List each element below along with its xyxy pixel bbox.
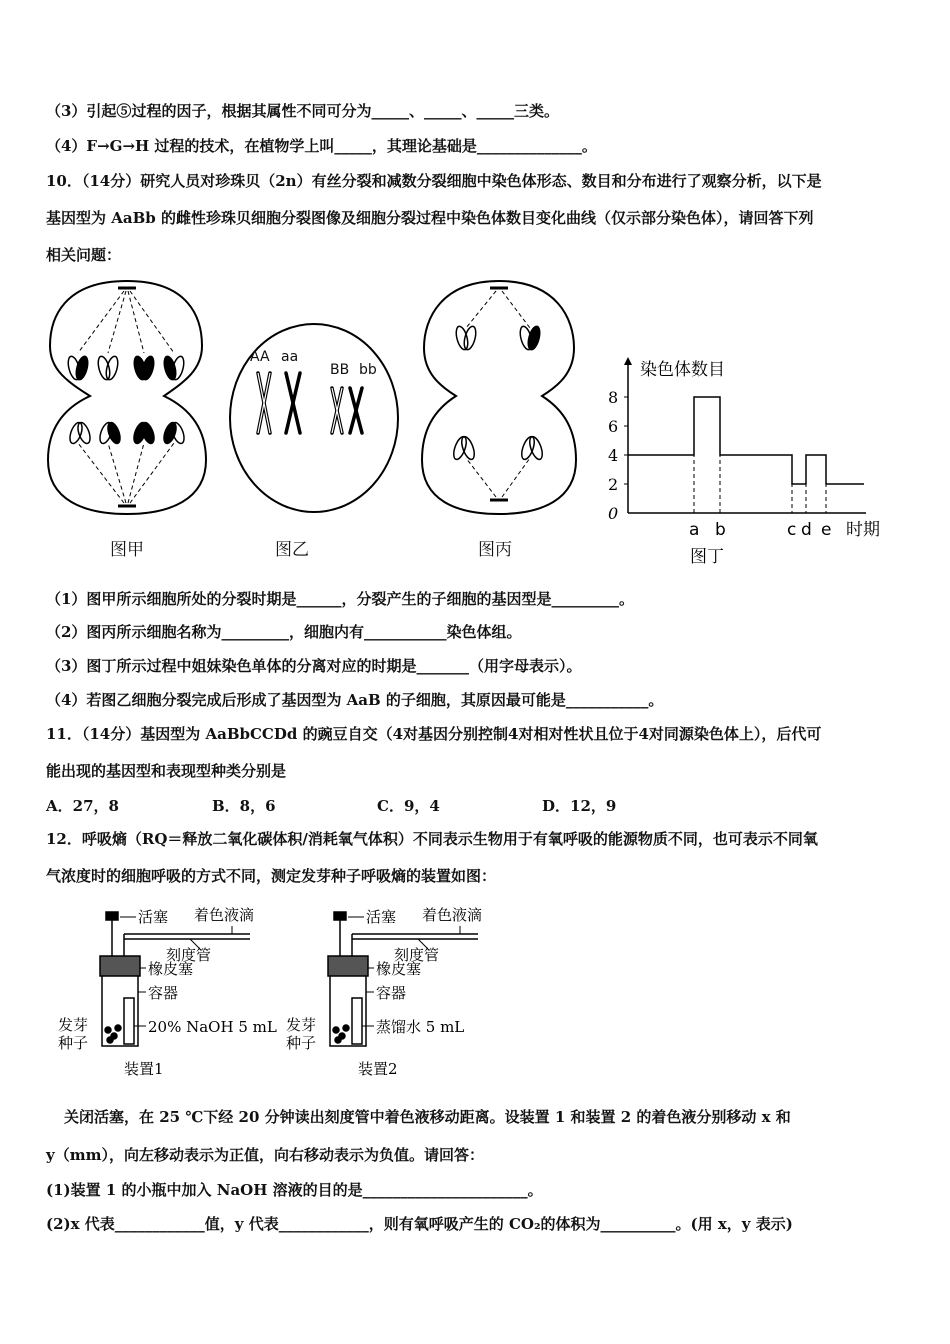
figure-bing bbox=[416, 278, 582, 518]
label-drop-1: 着色液滴 bbox=[194, 906, 255, 924]
caption-jia: 图甲 bbox=[110, 540, 144, 560]
q12-stem-line1: 12．呼吸熵（RQ＝释放二氧化碳体积/消耗氧气体积）不同表示生物用于有氧呼吸的能源物质不同，也可表示不同氧 bbox=[46, 830, 818, 848]
y-tick-2: 2 bbox=[608, 475, 619, 494]
series-line bbox=[628, 397, 864, 484]
label-stopper-1: 橡皮塞 bbox=[148, 960, 194, 978]
period-label-c: c bbox=[787, 520, 797, 540]
label-container-2: 容器 bbox=[376, 984, 407, 1002]
caption-yi: 图乙 bbox=[275, 540, 309, 560]
q11-stem-line2: 能出现的基因型和表现型种类分别是 bbox=[46, 762, 287, 780]
chart-title: 图丁 bbox=[690, 547, 724, 565]
label-seeds-2b: 种子 bbox=[286, 1034, 317, 1052]
period-label-a: a bbox=[689, 520, 700, 540]
q10-part2: （2）图丙所示细胞名称为_________，细胞内有___________染色体组。 bbox=[46, 623, 522, 641]
q10-stem-line1: 10．（14分）研究人员对珍珠贝（2n）有丝分裂和减数分裂细胞中染色体形态、数目和分布进行了观察分析，以下是 bbox=[46, 172, 822, 190]
figure-jia bbox=[44, 278, 210, 518]
q12-stem-line4: y（mm），向左移动表示为正值，向右移动表示为负值。请回答： bbox=[46, 1146, 484, 1164]
period-label-d: d bbox=[801, 520, 812, 540]
label-BB: BB bbox=[330, 362, 350, 378]
option-a: A．27，8 bbox=[46, 797, 119, 815]
q10-stem-line3: 相关问题： bbox=[46, 246, 122, 264]
q12-part2: (2)x 代表____________值，y 代表____________，则有氧呼吸产生的 CO₂的体积为__________。(用 x，y 表示) bbox=[46, 1215, 793, 1233]
label-aa: aa bbox=[281, 349, 299, 365]
q10-part3: （3）图丁所示过程中姐妹染色单体的分离对应的时期是_______（用字母表示）。 bbox=[46, 657, 582, 675]
y-axis-arrow bbox=[624, 357, 632, 365]
option-b: B．8，6 bbox=[212, 797, 276, 815]
option-d: D．12，9 bbox=[542, 797, 617, 815]
period-label-b: b bbox=[715, 520, 726, 540]
label-seeds-2a: 发芽 bbox=[286, 1016, 317, 1034]
figure-yi bbox=[226, 318, 402, 518]
apparatus-figure bbox=[50, 898, 490, 1083]
y-tick-8: 8 bbox=[608, 388, 619, 407]
q12-stem-line3: 关闭活塞，在 25 ℃下经 20 分钟读出刻度管中着色液移动距离。设装置 1 和装置 2 的着色液分别移动 x 和 bbox=[64, 1108, 791, 1126]
label-stopper-2: 橡皮塞 bbox=[376, 960, 422, 978]
label-container-1: 容器 bbox=[148, 984, 179, 1002]
caption-apparatus-2: 装置2 bbox=[358, 1060, 398, 1078]
figure-ding-chart bbox=[596, 355, 896, 565]
label-solution-1: 20% NaOH 5 mL bbox=[148, 1018, 277, 1036]
q9-part3: （3）引起⑤过程的因子，根据其属性不同可分为_____、_____、_____三类。 bbox=[46, 102, 559, 120]
label-AA: AA bbox=[250, 349, 270, 365]
option-c: C．9，4 bbox=[377, 797, 440, 815]
label-solution-2: 蒸馏水 5 mL bbox=[376, 1018, 465, 1036]
q12-part1: (1)装置 1 的小瓶中加入 NaOH 溶液的目的是______________________。 bbox=[46, 1181, 543, 1199]
x-axis-label: 时期 bbox=[846, 520, 880, 540]
q11-stem-line1: 11．（14分）基因型为 AaBbCCDd 的豌豆自交（4对基因分别控制4对相对性状且位于4对同源染色体上），后代可 bbox=[46, 725, 822, 743]
label-drop-2: 着色液滴 bbox=[422, 906, 483, 924]
period-label-e: e bbox=[821, 520, 832, 540]
label-bb: bb bbox=[359, 362, 377, 378]
q9-part4: （4）F→G→H 过程的技术，在植物学上叫_____，其理论基础是______________。 bbox=[46, 137, 597, 155]
q10-part4: （4）若图乙细胞分裂完成后形成了基因型为 AaB 的子细胞，其原因最可能是___________。 bbox=[46, 691, 664, 709]
label-seeds-1b: 种子 bbox=[58, 1034, 89, 1052]
q12-stem-line2: 气浓度时的细胞呼吸的方式不同，测定发芽种子呼吸熵的装置如图： bbox=[46, 867, 497, 885]
label-valve-1: 活塞 bbox=[138, 908, 169, 926]
label-seeds-1a: 发芽 bbox=[58, 1016, 89, 1034]
y-tick-0: 0 bbox=[608, 504, 619, 523]
q10-part1: （1）图甲所示细胞所处的分裂时期是______，分裂产生的子细胞的基因型是_________。 bbox=[46, 590, 634, 608]
y-tick-4: 4 bbox=[608, 446, 619, 465]
q10-stem-line2: 基因型为 AaBb 的雌性珍珠贝细胞分裂图像及细胞分裂过程中染色体数目变化曲线（仅示部分染色体），请回答下列 bbox=[46, 209, 814, 227]
y-tick-6: 6 bbox=[608, 417, 619, 436]
label-tube-1: 刻度管 bbox=[166, 946, 212, 964]
caption-bing: 图丙 bbox=[478, 540, 512, 560]
label-tube-2: 刻度管 bbox=[394, 946, 440, 964]
caption-apparatus-1: 装置1 bbox=[124, 1060, 164, 1078]
label-valve-2: 活塞 bbox=[366, 908, 397, 926]
y-axis-label: 染色体数目 bbox=[640, 360, 725, 380]
